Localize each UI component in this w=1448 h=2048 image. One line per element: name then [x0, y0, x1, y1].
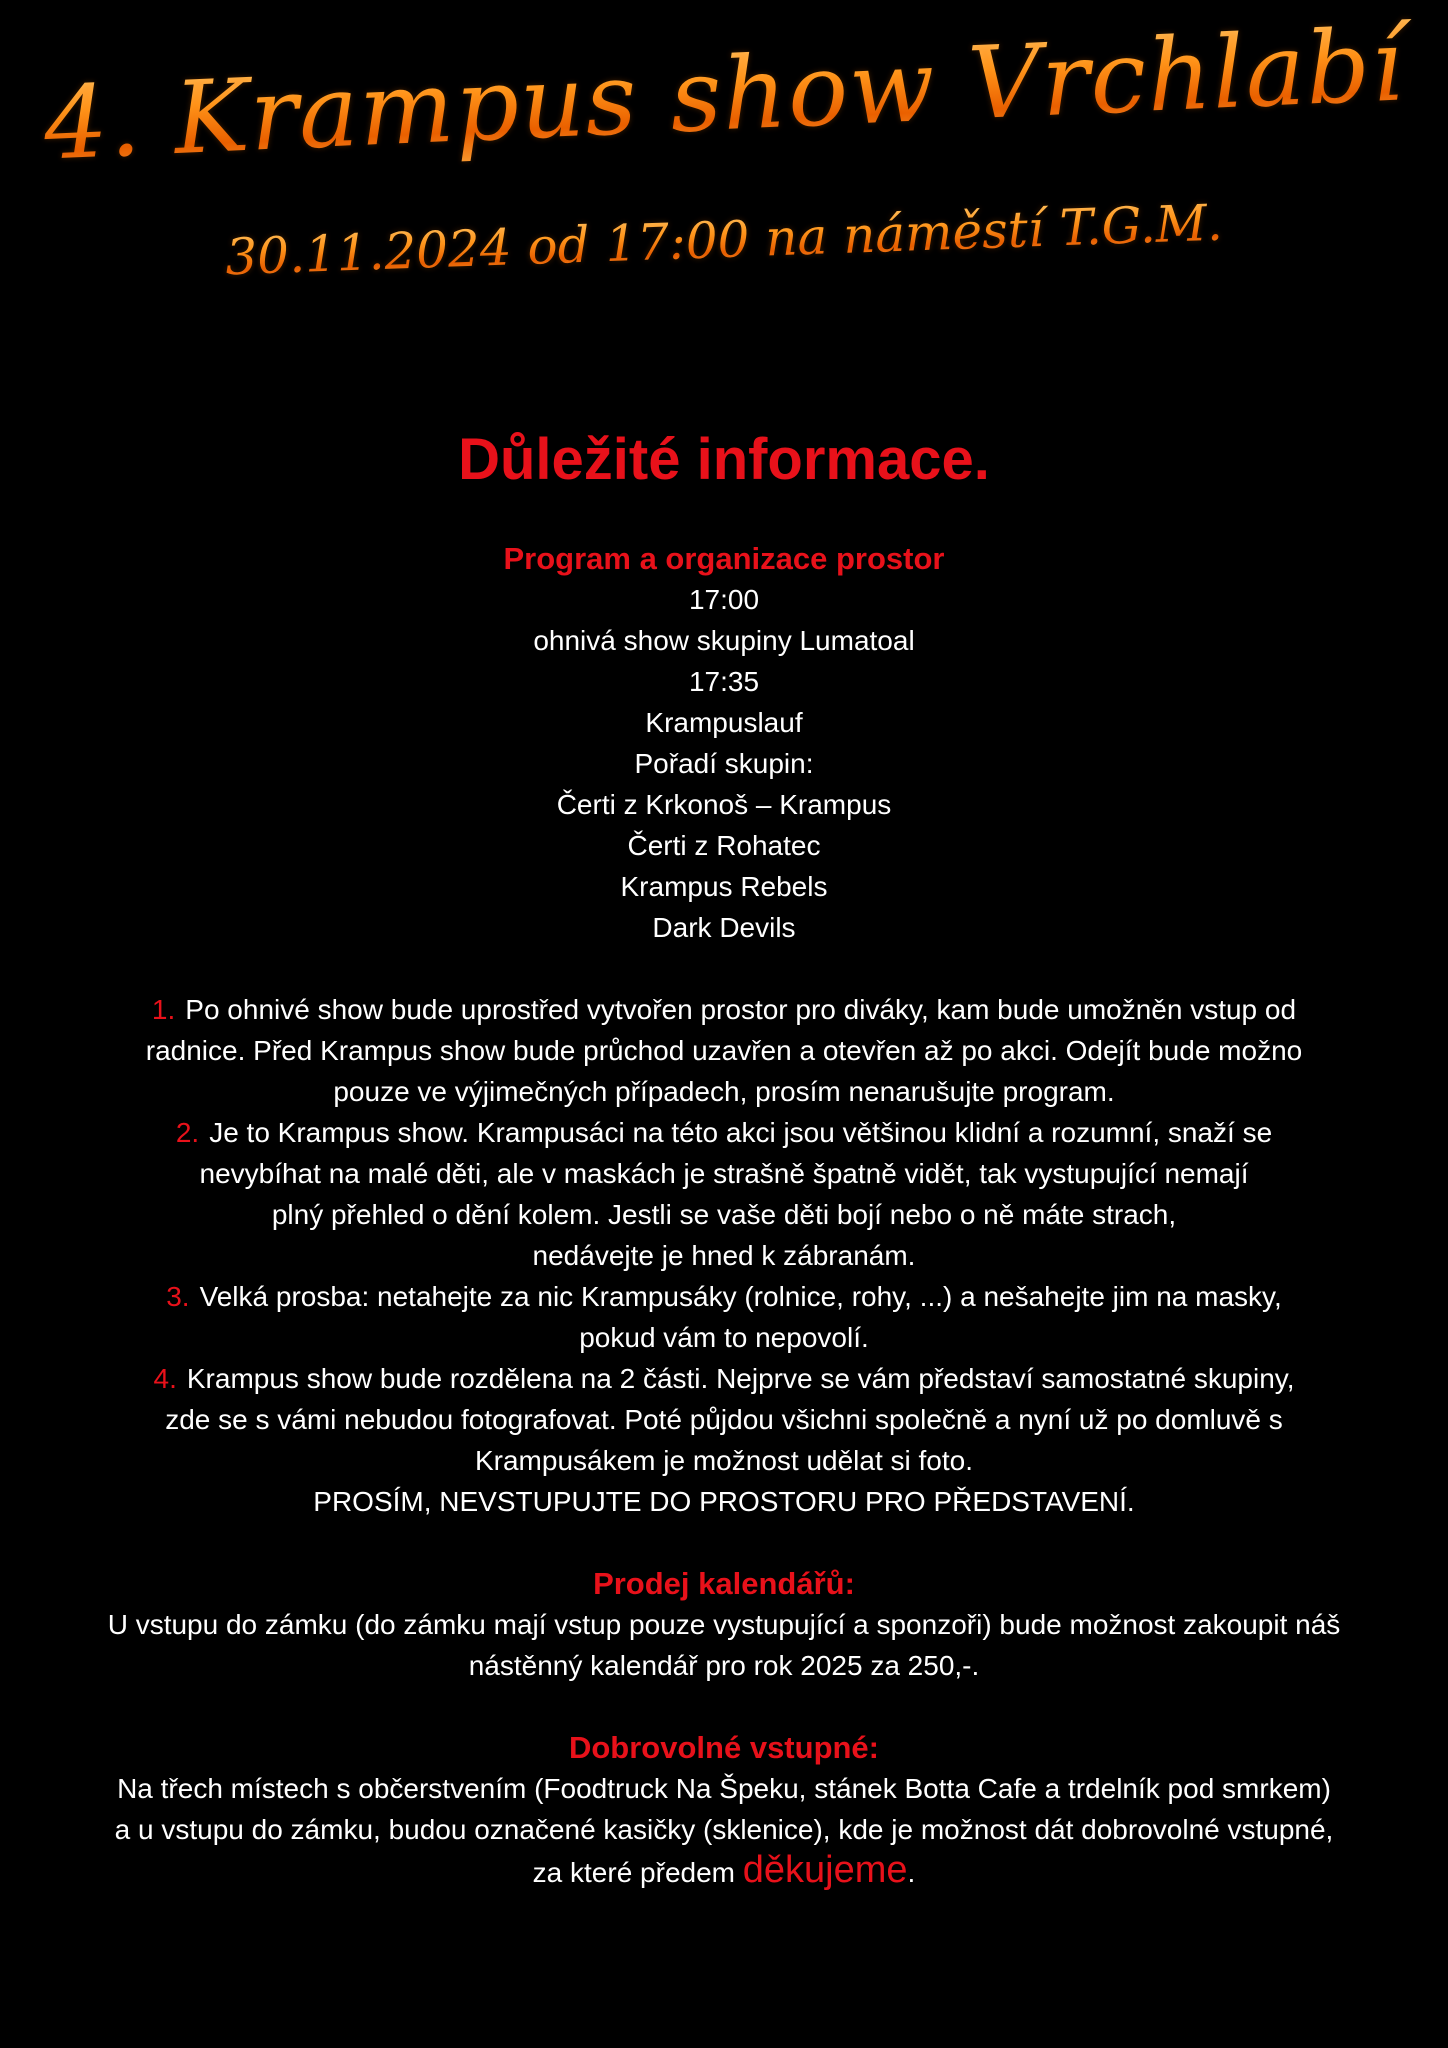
rule-line: Velká prosba: netahejte za nic Krampusáky (rolnice, rohy, ...) a nešahejte jim na masky,	[199, 1281, 1282, 1312]
donation-line: Na třech místech s občerstvením (Foodtruck Na Špeku, stánek Botta Cafe a trdelník pod smrkem)	[117, 1773, 1331, 1804]
rule-line: Krampusákem je možnost udělat si foto.	[474, 1445, 973, 1476]
donation-line: a u vstupu do zámku, budou označené kasičky (sklenice), kde je možnost dát dobrovolné vstupné,	[114, 1814, 1334, 1845]
program-line: Čerti z Krkonoš – Krampus	[556, 789, 892, 820]
rule-1	[0, 989, 1448, 1030]
spacer	[0, 1522, 1448, 1563]
rule-number: 4.	[153, 1363, 177, 1394]
spacer	[0, 948, 1448, 989]
rule-line: plný přehled o dění kolem. Jestli se vaše děti bojí nebo o ně máte strach,	[271, 1199, 1177, 1230]
program-line: Krampuslauf	[645, 707, 803, 738]
rule-number: 1.	[151, 994, 176, 1025]
rule-line: Po ohnivé show bude uprostřed vytvořen prostor pro diváky, kam bude umožněn vstup od	[185, 994, 1297, 1025]
rule-line: zde se s vámi nebudou fotografovat. Poté půjdou všichni společně a nyní už po domluvě s	[165, 1404, 1283, 1435]
spacer	[0, 1686, 1448, 1727]
rule-line: radnice. Před Krampus show bude průchod uzavřen a otevřen až po akci. Odejít bude možno	[145, 1035, 1303, 1066]
rule-line: pouze ve výjimečných případech, prosím nenarušujte program.	[333, 1076, 1115, 1107]
calendar-title: Prodej kalendářů:	[593, 1566, 855, 1601]
rule-line: Je to Krampus show. Krampusáci na této akci jsou většinou klidní a rozumní, snaží se	[209, 1117, 1273, 1148]
program-line: 17:00	[688, 584, 760, 615]
program-line: Čerti z Rohatec	[627, 830, 821, 861]
rule-number: 3.	[166, 1281, 190, 1312]
program-line: Krampus Rebels	[620, 871, 828, 902]
program-line: Pořadí skupin:	[634, 748, 814, 779]
donation-title: Dobrovolné vstupné:	[568, 1730, 879, 1765]
rule-3	[0, 1276, 1448, 1317]
rule-line: nedávejte je hned k zábranám.	[532, 1240, 916, 1271]
rule-2	[0, 1112, 1448, 1153]
rule-line: PROSÍM, NEVSTUPUJTE DO PROSTORU PRO PŘEDSTAVENÍ.	[313, 1486, 1135, 1517]
donation-last-line	[0, 1850, 1448, 1893]
poster-title: 4. Krampus show Vrchlabí	[0, 0, 1448, 192]
rule-line: nevybíhat na malé děti, ale v maskách je strašně špatně vidět, tak vystupující nemají	[199, 1158, 1249, 1189]
donation-prefix: za které předem	[532, 1857, 743, 1888]
program-line: ohnivá show skupiny Lumatoal	[533, 625, 915, 656]
rule-number: 2.	[175, 1117, 200, 1148]
info-content	[0, 538, 1448, 1893]
rule-line: Krampus show bude rozdělena na 2 části. Nejprve se vám představí samostatné skupiny,	[186, 1363, 1295, 1394]
poster-subtitle: 30.11.2024 od 17:00 na náměstí T.G.M.	[0, 183, 1448, 297]
calendar-line: U vstupu do zámku (do zámku mají vstup pouze vystupující a sponzoři) bude možnost zakoupit náš	[107, 1609, 1341, 1640]
rule-line: pokud vám to nepovolí.	[579, 1322, 869, 1353]
program-line: Dark Devils	[652, 912, 796, 943]
donation-suffix: .	[907, 1857, 916, 1888]
main-heading: Důležité informace.	[458, 427, 990, 492]
program-title: Program a organizace prostor	[503, 541, 945, 576]
rule-4	[0, 1358, 1448, 1399]
calendar-line: nástěnný kalendář pro rok 2025 za 250,-.	[468, 1650, 980, 1681]
thanks-emphasis: děkujeme	[742, 1849, 908, 1891]
program-line: 17:35	[688, 666, 760, 697]
